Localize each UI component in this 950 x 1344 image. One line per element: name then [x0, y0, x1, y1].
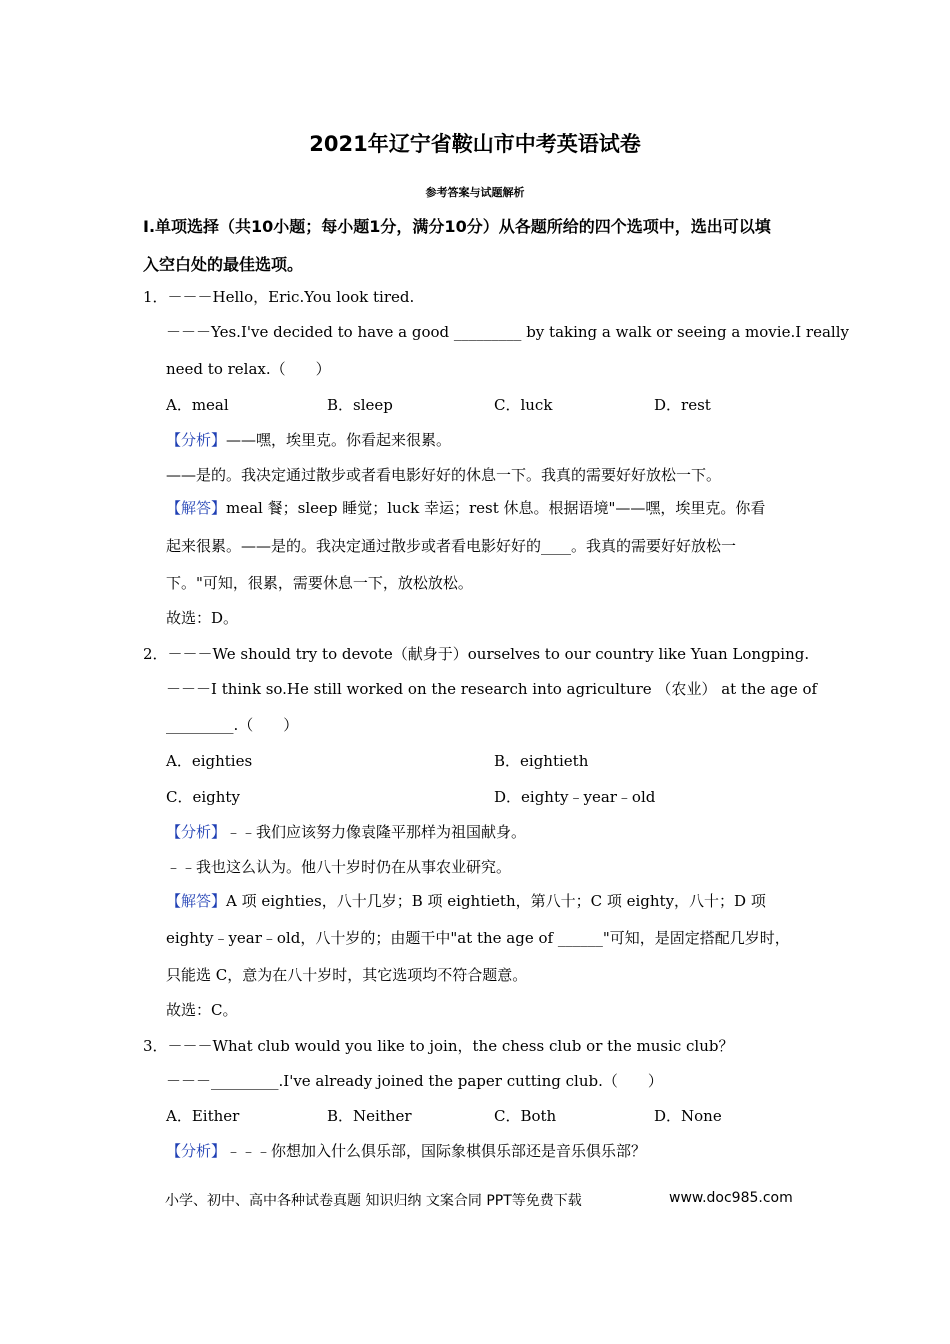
q3-analysis-line1: [166, 1141, 646, 1161]
q3-option-b: B．Neither: [327, 1107, 412, 1125]
page-title: 2021年辽宁省鞍山市中考英语试卷: [309, 132, 641, 156]
q3-option-c: C．Both: [494, 1107, 557, 1125]
q2-answer-line3: 只能选 C，意为在八十岁时，其它选项均不符合题意。: [166, 966, 528, 984]
q2-analysis-tag: 【分析】: [166, 823, 227, 841]
q2-line2: －－－I think so.He still worked on the research into agriculture （农业） at the age of: [166, 680, 818, 698]
q2-option-b: B．eightieth: [494, 752, 589, 770]
page-subtitle: 参考答案与试题解析: [425, 186, 525, 199]
q2-option-a: A．eighties: [166, 752, 253, 770]
q1-analysis-line1: [166, 430, 451, 450]
q2-answer-tag: 【解答】: [166, 892, 227, 910]
q3-analysis-tag: 【分析】: [166, 1142, 227, 1160]
section-heading-line2: 入空白处的最佳选项。: [143, 255, 304, 274]
section-heading-line1: I.单项选择（共10小题；每小题1分，满分10分）从各题所给的四个选项中，选出可以填: [143, 217, 771, 236]
q1-option-a: A．meal: [166, 396, 229, 414]
q3-analysis-text: ﹣﹣﹣你想加入什么俱乐部，国际象棋俱乐部还是音乐俱乐部？: [226, 1142, 647, 1160]
q3-stem: 3．－－－What club would you like to join，the chess club or the music club？: [143, 1037, 734, 1055]
q1-line3: need to relax.（ ）: [166, 360, 331, 378]
q2-answer-line1: [166, 891, 766, 911]
q2-choice: 故选：C。: [166, 1001, 238, 1019]
footer-text: 小学、初中、高中各种试卷真题 知识归纳 文案合同 PPT等免费下载: [165, 1193, 582, 1209]
q2-analysis-line2: ﹣﹣我也这么认为。他八十岁时仍在从事农业研究。: [166, 858, 512, 876]
footer-url[interactable]: www.doc985.com: [669, 1190, 793, 1206]
q1-analysis-line2: ——是的。我决定通过散步或者看电影好好的休息一下。我真的需要好好放松一下。: [166, 466, 722, 484]
q1-option-d: D．rest: [654, 396, 711, 414]
q1-answer-tag: 【解答】: [166, 499, 227, 517]
q1-answer-line1: [166, 498, 765, 518]
q1-option-c: C．luck: [494, 396, 553, 414]
q2-stem: 2．－－－We should try to devote（献身于）ourselves to our country like Yuan Longping.: [143, 645, 810, 663]
q1-answer-text: meal 餐；sleep 睡觉；luck 幸运；rest 休息。根据语境"——嘿，埃里克。你看: [226, 499, 766, 517]
q2-line3: _________.（ ）: [166, 716, 299, 734]
q1-answer-line2: 起来很累。——是的。我决定通过散步或者看电影好好的____。我真的需要好好放松一: [166, 537, 737, 555]
q2-analysis-line1: [166, 822, 526, 842]
q2-answer-line2: eighty﹣year﹣old，八十岁的；由题干中"at the age of ______"可知，是固定搭配几岁时，: [166, 929, 790, 947]
q1-line2: －－－Yes.I've decided to have a good _________ by taking a walk or seeing a movie.I really: [166, 323, 849, 341]
q1-option-b: B．sleep: [327, 396, 393, 414]
q2-option-d: D．eighty﹣year﹣old: [494, 788, 656, 806]
q3-line2: －－－_________.I've already joined the paper cutting club.（ ）: [166, 1072, 663, 1090]
q2-answer-text: A 项 eighties，八十几岁；B 项 eightieth，第八十；C 项 eighty，八十；D 项: [226, 892, 766, 910]
q1-answer-line3: 下。"可知，很累，需要休息一下，放松放松。: [166, 574, 473, 592]
q1-choice: 故选：D。: [166, 609, 239, 627]
q2-option-c: C．eighty: [166, 788, 240, 806]
q1-stem: 1．－－－Hello，Eric.You look tired.: [143, 288, 415, 306]
q1-analysis-text: ——嘿，埃里克。你看起来很累。: [226, 431, 452, 449]
q2-analysis-text: ﹣﹣我们应该努力像袁隆平那样为祖国献身。: [226, 823, 527, 841]
q1-analysis-tag: 【分析】: [166, 431, 227, 449]
q3-option-a: A．Either: [166, 1107, 240, 1125]
q3-option-d: D．None: [654, 1107, 722, 1125]
